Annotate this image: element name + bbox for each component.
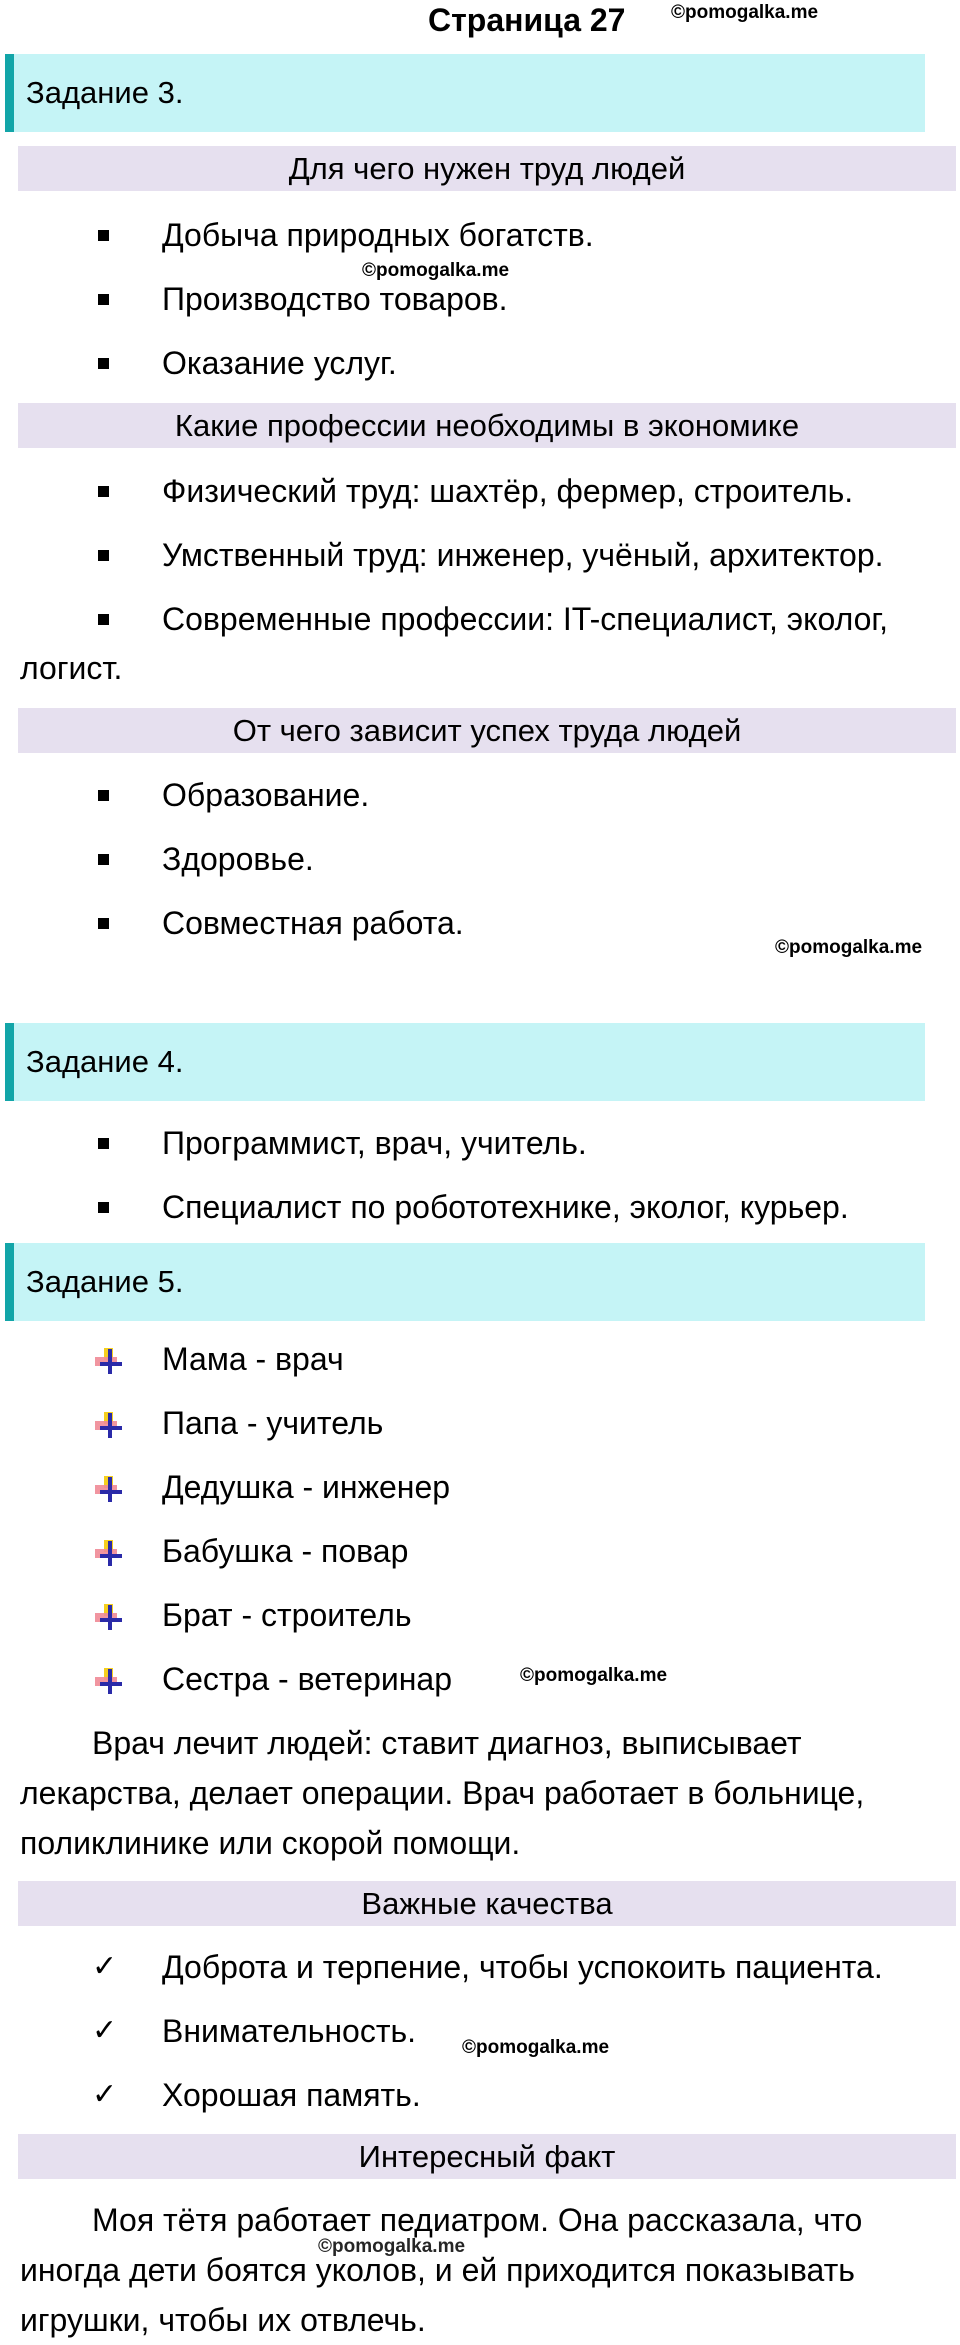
list-item-text: Мама - врач [162, 1341, 344, 1377]
list-item-text: Папа - учитель [162, 1405, 384, 1441]
list-item-continuation [0, 643, 960, 693]
family-list-item [0, 1526, 960, 1576]
task-5-header: Задание 5. [5, 1243, 925, 1321]
list-item-text: Здоровье. [162, 841, 314, 877]
list-item [0, 466, 960, 516]
list-item [0, 338, 960, 388]
list-item [0, 1118, 960, 1168]
flag-bullet-icon [92, 1538, 126, 1568]
list-item [0, 594, 960, 644]
list-item-text: Современные профессии: IT-специалист, эколог, [162, 601, 889, 637]
task-3-header: Задание 3. [5, 54, 925, 132]
section-header-qualities: Важные качества [18, 1881, 956, 1926]
list-item [0, 770, 960, 820]
watermark: ©pomogalka.me [520, 1665, 668, 1686]
check-icon: ✓ [92, 2078, 118, 2111]
flag-bullet-icon [92, 1474, 126, 1504]
list-item-text: Специалист по робототехнике, эколог, курьер. [162, 1189, 849, 1225]
list-item-text: Хорошая память. [162, 2077, 421, 2113]
fact-paragraph [20, 2195, 940, 2345]
list-item-text: Производство товаров. [162, 281, 508, 317]
list-item [0, 210, 960, 260]
list-item [0, 274, 960, 324]
page-title: Страница 27 [428, 2, 626, 38]
flag-bullet-icon [92, 1602, 126, 1632]
list-item-text: Программист, врач, учитель. [162, 1125, 587, 1161]
list-item-text: Умственный труд: инженер, учёный, архитектор. [162, 537, 884, 573]
list-item [0, 2070, 960, 2120]
flag-bullet-icon [92, 1346, 126, 1376]
list-item [0, 834, 960, 884]
paragraph-line: лекарства, делает операции. Врач работает в больнице, [20, 1775, 865, 1811]
section-header-professions: Какие профессии необходимы в экономике [18, 403, 956, 448]
list-item-text: Брат - строитель [162, 1597, 412, 1633]
list-item-text: Внимательность. [162, 2013, 417, 2049]
family-list-item [0, 1398, 960, 1448]
list-item [0, 530, 960, 580]
watermark: ©pomogalka.me [462, 2037, 610, 2058]
list-item [0, 1182, 960, 1232]
family-list-item [0, 1590, 960, 1640]
flag-bullet-icon [92, 1666, 126, 1696]
family-list-item [0, 1462, 960, 1512]
paragraph-line: поликлинике или скорой помощи. [20, 1825, 521, 1861]
section-header-labor-purpose: Для чего нужен труд людей [18, 146, 956, 191]
list-item-text: Физический труд: шахтёр, фермер, строитель. [162, 473, 854, 509]
page-header [0, 0, 960, 40]
watermark: ©pomogalka.me [318, 2236, 466, 2257]
list-item-text: Добыча природных богатств. [162, 217, 594, 253]
section-header-success-factors: От чего зависит успех труда людей [18, 708, 956, 753]
list-item-text: Образование. [162, 777, 370, 813]
watermark: ©pomogalka.me [671, 2, 819, 23]
list-item [0, 1942, 960, 1992]
list-item-text: Бабушка - повар [162, 1533, 409, 1569]
section-header-interesting-fact: Интересный факт [18, 2134, 956, 2179]
paragraph-line: игрушки, чтобы их отвлечь. [20, 2302, 426, 2338]
family-list-item [0, 1654, 960, 1704]
list-item-text: Сестра - ветеринар [162, 1661, 452, 1697]
paragraph-line: Врач лечит людей: ставит диагноз, выписывает [92, 1725, 802, 1761]
flag-bullet-icon [92, 1410, 126, 1440]
doctor-paragraph [20, 1718, 940, 1868]
check-icon: ✓ [92, 2014, 118, 2047]
paragraph-line: иногда дети боятся уколов, и ей приходится показывать [20, 2252, 855, 2288]
list-item-text: логист. [20, 650, 123, 686]
list-item-text: Дедушка - инженер [162, 1469, 451, 1505]
list-item-text: Оказание услуг. [162, 345, 397, 381]
watermark: ©pomogalka.me [775, 937, 923, 958]
list-item-text: Доброта и терпение, чтобы успокоить пациента. [162, 1949, 883, 1985]
check-icon: ✓ [92, 1950, 118, 1983]
family-list-item [0, 1334, 960, 1384]
task-4-header: Задание 4. [5, 1023, 925, 1101]
list-item-text: Совместная работа. [162, 905, 464, 941]
paragraph-line: Моя тётя работает педиатром. Она рассказала, что [92, 2202, 863, 2238]
watermark: ©pomogalka.me [362, 260, 510, 281]
